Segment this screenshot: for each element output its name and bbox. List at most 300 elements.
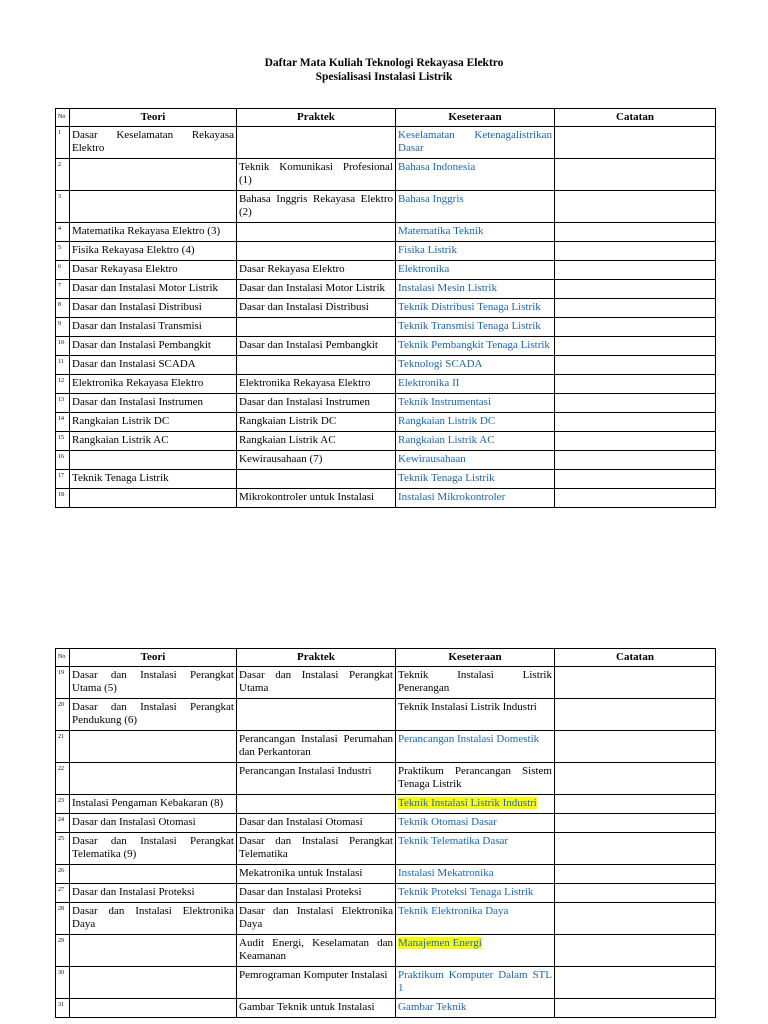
cell-teori-text: Dasar dan Instalasi Perangkat Telematika (9) xyxy=(72,835,234,860)
cell-praktek-text: Dasar dan Instalasi Proteksi xyxy=(239,886,362,898)
cell-teori-text: Dasar Keselamatan Rekayasa Elektro xyxy=(72,129,234,154)
cell-keseteraan xyxy=(396,280,555,299)
cell-praktek-text: Dasar dan Instalasi Motor Listrik xyxy=(239,282,386,294)
cell-keseteraan xyxy=(396,413,555,432)
cell-praktek-text: Mekatronika untuk Instalasi xyxy=(239,867,363,879)
row-number xyxy=(56,223,70,242)
cell-teori-text: Dasar dan Instalasi Instrumen xyxy=(72,396,204,408)
cell-keseteraan-text: Teknik Tenaga Listrik xyxy=(398,472,495,484)
header-catatan: Catatan xyxy=(555,109,716,127)
cell-praktek-text: Elektronika Rekayasa Elektro xyxy=(239,377,371,389)
cell-teori xyxy=(70,356,237,375)
cell-catatan xyxy=(555,127,716,159)
cell-praktek-text: Dasar dan Instalasi Instrumen xyxy=(239,396,371,408)
row-number-text: 18 xyxy=(58,492,64,498)
cell-teori-text: Instalasi Pengaman Kebakaran (8) xyxy=(72,797,224,809)
header-no: No xyxy=(56,109,70,127)
cell-praktek xyxy=(237,763,396,795)
cell-teori xyxy=(70,280,237,299)
cell-praktek xyxy=(237,159,396,191)
cell-teori xyxy=(70,935,237,967)
cell-praktek-text: Perancangan Instalasi Industri xyxy=(239,765,372,777)
cell-keseteraan xyxy=(396,159,555,191)
cell-catatan xyxy=(555,699,716,731)
cell-praktek xyxy=(237,223,396,242)
cell-praktek xyxy=(237,242,396,261)
row-number xyxy=(56,432,70,451)
cell-keseteraan-text: Kewirausahaan xyxy=(398,453,466,465)
table-row xyxy=(56,159,716,191)
cell-teori xyxy=(70,731,237,763)
cell-keseteraan-text: Teknik Instalasi Listrik Industri xyxy=(398,701,537,713)
table-header-row xyxy=(56,109,716,127)
table-row xyxy=(56,795,716,814)
row-number-text: 23 xyxy=(58,798,64,804)
cell-praktek xyxy=(237,903,396,935)
cell-teori-text: Dasar dan Instalasi Elektronika Daya xyxy=(72,905,234,930)
row-number xyxy=(56,159,70,191)
cell-teori xyxy=(70,884,237,903)
cell-praktek-text: Dasar dan Instalasi Elektronika Daya xyxy=(239,905,393,930)
row-number xyxy=(56,967,70,999)
cell-teori xyxy=(70,763,237,795)
cell-praktek xyxy=(237,967,396,999)
header-catatan: Catatan xyxy=(555,649,716,667)
row-number-text: 20 xyxy=(58,702,64,708)
cell-keseteraan xyxy=(396,299,555,318)
cell-praktek xyxy=(237,127,396,159)
cell-praktek xyxy=(237,432,396,451)
row-number-text: 3 xyxy=(58,194,61,200)
cell-teori-text: Rangkaian Listrik DC xyxy=(72,415,170,427)
cell-keseteraan xyxy=(396,667,555,699)
cell-teori xyxy=(70,470,237,489)
cell-praktek xyxy=(237,413,396,432)
course-table-1 xyxy=(55,108,716,508)
cell-teori xyxy=(70,413,237,432)
row-number-text: 13 xyxy=(58,397,64,403)
header-praktek: Praktek xyxy=(237,109,396,127)
cell-catatan xyxy=(555,356,716,375)
cell-praktek-text: Kewirausahaan (7) xyxy=(239,453,323,465)
cell-teori-text: Dasar Rekayasa Elektro xyxy=(72,263,178,275)
cell-keseteraan-text: Teknik Instalasi Listrik Penerangan xyxy=(398,669,552,694)
row-number xyxy=(56,763,70,795)
row-number xyxy=(56,865,70,884)
cell-teori-text: Rangkaian Listrik AC xyxy=(72,434,169,446)
table-row xyxy=(56,191,716,223)
cell-praktek-text: Dasar dan Instalasi Pembangkit xyxy=(239,339,378,351)
row-number xyxy=(56,903,70,935)
cell-teori xyxy=(70,242,237,261)
cell-teori-text: Fisika Rekayasa Elektro (4) xyxy=(72,244,195,256)
cell-teori-text: Dasar dan Instalasi Distribusi xyxy=(72,301,202,313)
cell-teori xyxy=(70,903,237,935)
cell-teori xyxy=(70,432,237,451)
cell-teori-text: Elektronika Rekayasa Elektro xyxy=(72,377,204,389)
cell-catatan xyxy=(555,731,716,763)
cell-teori-text: Dasar dan Instalasi Otomasi xyxy=(72,816,196,828)
cell-teori xyxy=(70,699,237,731)
cell-keseteraan-text: Praktikum Perancangan Sistem Tenaga Listrik xyxy=(398,765,552,790)
cell-teori xyxy=(70,191,237,223)
row-number xyxy=(56,795,70,814)
cell-praktek xyxy=(237,318,396,337)
header-no: No xyxy=(56,649,70,667)
row-number xyxy=(56,337,70,356)
cell-praktek xyxy=(237,191,396,223)
row-number xyxy=(56,127,70,159)
cell-teori-text: Dasar dan Instalasi Transmisi xyxy=(72,320,202,332)
row-number xyxy=(56,299,70,318)
header-teori: Teori xyxy=(70,109,237,127)
cell-keseteraan xyxy=(396,833,555,865)
cell-catatan xyxy=(555,667,716,699)
row-number-text: 4 xyxy=(58,226,61,232)
cell-keseteraan-text: Elektronika II xyxy=(398,377,460,389)
cell-catatan xyxy=(555,191,716,223)
row-number-text: 29 xyxy=(58,938,64,944)
cell-catatan xyxy=(555,814,716,833)
table-row xyxy=(56,935,716,967)
cell-praktek xyxy=(237,795,396,814)
cell-keseteraan-text: Keselamatan Ketenagalistrikan Dasar xyxy=(398,129,552,154)
cell-catatan xyxy=(555,280,716,299)
cell-keseteraan-text: Teknik Transmisi Tenaga Listrik xyxy=(398,320,541,332)
cell-teori-text: Dasar dan Instalasi Perangkat Utama (5) xyxy=(72,669,234,694)
row-number xyxy=(56,375,70,394)
cell-keseteraan xyxy=(396,432,555,451)
cell-keseteraan xyxy=(396,795,555,814)
cell-teori-text: Dasar dan Instalasi Motor Listrik xyxy=(72,282,219,294)
row-number-text: 2 xyxy=(58,162,61,168)
row-number-text: 12 xyxy=(58,378,64,384)
document-title xyxy=(0,56,768,84)
cell-praktek-text: Dasar Rekayasa Elektro xyxy=(239,263,345,275)
cell-keseteraan-text: Perancangan Instalasi Domestik xyxy=(398,733,540,745)
row-number xyxy=(56,356,70,375)
cell-teori xyxy=(70,337,237,356)
cell-keseteraan-text: Instalasi Mesin Listrik xyxy=(398,282,497,294)
row-number xyxy=(56,731,70,763)
cell-keseteraan-text: Teknik Pembangkit Tenaga Listrik xyxy=(398,339,550,351)
cell-keseteraan-text: Rangkaian Listrik DC xyxy=(398,415,496,427)
table-header-row xyxy=(56,649,716,667)
cell-keseteraan xyxy=(396,261,555,280)
cell-keseteraan-text: Teknik Telematika Dasar xyxy=(398,835,509,847)
row-number-text: 28 xyxy=(58,906,64,912)
row-number xyxy=(56,814,70,833)
table-row xyxy=(56,763,716,795)
title-line-2: Spesialisasi Instalasi Listrik xyxy=(315,71,453,83)
row-number xyxy=(56,667,70,699)
cell-keseteraan xyxy=(396,394,555,413)
table-row xyxy=(56,299,716,318)
cell-teori xyxy=(70,833,237,865)
row-number xyxy=(56,318,70,337)
cell-catatan xyxy=(555,413,716,432)
cell-keseteraan xyxy=(396,865,555,884)
row-number-text: 26 xyxy=(58,868,64,874)
row-number xyxy=(56,261,70,280)
cell-teori xyxy=(70,451,237,470)
row-number-text: 15 xyxy=(58,435,64,441)
cell-catatan xyxy=(555,223,716,242)
row-number-text: 9 xyxy=(58,321,61,327)
cell-keseteraan-text: Instalasi Mikrokontroler xyxy=(398,491,506,503)
header-teori: Teori xyxy=(70,649,237,667)
cell-praktek-text: Dasar dan Instalasi Perangkat Utama xyxy=(239,669,393,694)
cell-teori xyxy=(70,814,237,833)
cell-teori xyxy=(70,489,237,508)
cell-catatan xyxy=(555,261,716,280)
table-row xyxy=(56,667,716,699)
row-number-text: 14 xyxy=(58,416,64,422)
cell-praktek-text: Rangkaian Listrik DC xyxy=(239,415,337,427)
cell-praktek xyxy=(237,280,396,299)
table-row xyxy=(56,865,716,884)
cell-praktek xyxy=(237,884,396,903)
header-keseteraan: Keseteraan xyxy=(396,649,555,667)
cell-keseteraan-text: Bahasa Indonesia xyxy=(398,161,476,173)
table-row xyxy=(56,223,716,242)
cell-catatan xyxy=(555,795,716,814)
cell-keseteraan-text: Elektronika xyxy=(398,263,450,275)
title-line-1: Daftar Mata Kuliah Teknologi Rekayasa Elektro xyxy=(264,57,504,69)
cell-keseteraan xyxy=(396,699,555,731)
row-number-text: 19 xyxy=(58,670,64,676)
cell-praktek xyxy=(237,731,396,763)
table-row xyxy=(56,242,716,261)
table-row xyxy=(56,731,716,763)
cell-praktek-text: Bahasa Inggris Rekayasa Elektro (2) xyxy=(239,193,393,218)
cell-keseteraan xyxy=(396,127,555,159)
row-number xyxy=(56,280,70,299)
row-number xyxy=(56,191,70,223)
table-row xyxy=(56,375,716,394)
cell-teori-text: Dasar dan Instalasi Perangkat Pendukung (6) xyxy=(72,701,234,726)
cell-keseteraan-text: Teknik Distribusi Tenaga Listrik xyxy=(398,301,541,313)
cell-praktek xyxy=(237,833,396,865)
cell-keseteraan xyxy=(396,191,555,223)
table-row xyxy=(56,489,716,508)
row-number-text: 10 xyxy=(58,340,64,346)
cell-teori xyxy=(70,865,237,884)
cell-catatan xyxy=(555,159,716,191)
cell-catatan xyxy=(555,489,716,508)
cell-keseteraan-text: Matematika Teknik xyxy=(398,225,484,237)
cell-keseteraan xyxy=(396,318,555,337)
row-number-text: 11 xyxy=(58,359,64,365)
cell-catatan xyxy=(555,884,716,903)
row-number-text: 21 xyxy=(58,734,64,740)
row-number-text: 5 xyxy=(58,245,61,251)
table-row xyxy=(56,833,716,865)
header-praktek: Praktek xyxy=(237,649,396,667)
row-number-text: 31 xyxy=(58,1002,64,1008)
table-row xyxy=(56,903,716,935)
row-number-text: 17 xyxy=(58,473,64,479)
cell-keseteraan xyxy=(396,356,555,375)
cell-keseteraan-text: Teknik Instalasi Listrik Industri xyxy=(398,797,537,809)
cell-keseteraan-text: Teknik Instrumentasi xyxy=(398,396,492,408)
table-row xyxy=(56,337,716,356)
cell-praktek-text: Rangkaian Listrik AC xyxy=(239,434,336,446)
row-number xyxy=(56,413,70,432)
cell-keseteraan-text: Instalasi Mekatronika xyxy=(398,867,494,879)
cell-keseteraan xyxy=(396,903,555,935)
cell-keseteraan-text: Gambar Teknik xyxy=(398,1001,467,1013)
cell-keseteraan-text: Fisika Listrik xyxy=(398,244,457,256)
cell-praktek-text: Audit Energi, Keselamatan dan Keamanan xyxy=(239,937,393,962)
cell-praktek xyxy=(237,470,396,489)
table-row xyxy=(56,967,716,999)
cell-teori-text: Dasar dan Instalasi Proteksi xyxy=(72,886,195,898)
cell-praktek-text: Dasar dan Instalasi Perangkat Telematika xyxy=(239,835,393,860)
table-row xyxy=(56,413,716,432)
row-number xyxy=(56,999,70,1018)
cell-catatan xyxy=(555,999,716,1018)
cell-teori-text: Dasar dan Instalasi SCADA xyxy=(72,358,196,370)
row-number-text: 22 xyxy=(58,766,64,772)
cell-praktek xyxy=(237,935,396,967)
cell-teori xyxy=(70,261,237,280)
cell-keseteraan xyxy=(396,242,555,261)
cell-praktek xyxy=(237,667,396,699)
table-row xyxy=(56,814,716,833)
cell-keseteraan xyxy=(396,489,555,508)
row-number xyxy=(56,242,70,261)
header-keseteraan: Keseteraan xyxy=(396,109,555,127)
cell-catatan xyxy=(555,318,716,337)
row-number-text: 6 xyxy=(58,264,61,270)
cell-teori-text: Teknik Tenaga Listrik xyxy=(72,472,169,484)
cell-keseteraan xyxy=(396,999,555,1018)
row-number-text: 1 xyxy=(58,130,61,136)
cell-keseteraan xyxy=(396,763,555,795)
cell-catatan xyxy=(555,470,716,489)
cell-praktek-text: Pemrograman Komputer Instalasi xyxy=(239,969,388,981)
row-number-text: 16 xyxy=(58,454,64,460)
cell-praktek xyxy=(237,999,396,1018)
cell-catatan xyxy=(555,299,716,318)
cell-keseteraan xyxy=(396,731,555,763)
cell-teori xyxy=(70,299,237,318)
cell-praktek xyxy=(237,261,396,280)
row-number-text: 7 xyxy=(58,283,61,289)
cell-teori xyxy=(70,967,237,999)
row-number xyxy=(56,470,70,489)
cell-catatan xyxy=(555,967,716,999)
cell-keseteraan xyxy=(396,935,555,967)
course-table-2 xyxy=(55,648,716,1018)
table-row xyxy=(56,699,716,731)
cell-catatan xyxy=(555,337,716,356)
row-number-text: 8 xyxy=(58,302,61,308)
cell-keseteraan-text: Teknik Elektronika Daya xyxy=(398,905,509,917)
table-row xyxy=(56,432,716,451)
cell-praktek-text: Gambar Teknik untuk Instalasi xyxy=(239,1001,375,1013)
cell-teori xyxy=(70,375,237,394)
table-row xyxy=(56,451,716,470)
table-row xyxy=(56,261,716,280)
cell-catatan xyxy=(555,763,716,795)
row-number-text: 24 xyxy=(58,817,64,823)
cell-teori xyxy=(70,223,237,242)
cell-praktek-text: Dasar dan Instalasi Otomasi xyxy=(239,816,363,828)
table-row xyxy=(56,127,716,159)
cell-catatan xyxy=(555,242,716,261)
cell-catatan xyxy=(555,394,716,413)
cell-keseteraan-text: Teknologi SCADA xyxy=(398,358,483,370)
cell-praktek xyxy=(237,375,396,394)
cell-praktek xyxy=(237,451,396,470)
cell-catatan xyxy=(555,432,716,451)
row-number-text: 27 xyxy=(58,887,64,893)
cell-praktek xyxy=(237,356,396,375)
row-number xyxy=(56,884,70,903)
table-row xyxy=(56,356,716,375)
cell-keseteraan-text: Teknik Otomasi Dasar xyxy=(398,816,497,828)
row-number xyxy=(56,699,70,731)
row-number xyxy=(56,394,70,413)
cell-keseteraan xyxy=(396,470,555,489)
cell-teori-text: Dasar dan Instalasi Pembangkit xyxy=(72,339,211,351)
cell-praktek xyxy=(237,337,396,356)
cell-catatan xyxy=(555,375,716,394)
cell-praktek-text: Perancangan Instalasi Perumahan dan Perkantoran xyxy=(239,733,393,758)
cell-praktek xyxy=(237,299,396,318)
table-row xyxy=(56,280,716,299)
cell-keseteraan-text: Praktikum Komputer Dalam STL 1 xyxy=(398,969,552,994)
cell-catatan xyxy=(555,451,716,470)
row-number xyxy=(56,833,70,865)
cell-catatan xyxy=(555,865,716,884)
cell-keseteraan xyxy=(396,223,555,242)
cell-keseteraan xyxy=(396,375,555,394)
cell-teori xyxy=(70,318,237,337)
cell-catatan xyxy=(555,833,716,865)
cell-praktek xyxy=(237,489,396,508)
cell-teori xyxy=(70,667,237,699)
row-number xyxy=(56,451,70,470)
table-row xyxy=(56,318,716,337)
cell-praktek xyxy=(237,814,396,833)
cell-praktek-text: Teknik Komunikasi Profesional (1) xyxy=(239,161,393,186)
table-row xyxy=(56,884,716,903)
cell-keseteraan xyxy=(396,814,555,833)
cell-praktek-text: Mikrokontroler untuk Instalasi xyxy=(239,491,375,503)
cell-teori xyxy=(70,127,237,159)
cell-teori xyxy=(70,159,237,191)
cell-catatan xyxy=(555,935,716,967)
cell-teori xyxy=(70,394,237,413)
row-number xyxy=(56,935,70,967)
cell-keseteraan-text: Manajemen Energi xyxy=(398,937,482,949)
table-row xyxy=(56,999,716,1018)
cell-keseteraan xyxy=(396,884,555,903)
cell-catatan xyxy=(555,903,716,935)
table-row xyxy=(56,394,716,413)
cell-praktek xyxy=(237,699,396,731)
cell-teori xyxy=(70,999,237,1018)
cell-keseteraan-text: Rangkaian Listrik AC xyxy=(398,434,495,446)
cell-teori-text: Matematika Rekayasa Elektro (3) xyxy=(72,225,221,237)
cell-keseteraan xyxy=(396,967,555,999)
cell-praktek-text: Dasar dan Instalasi Distribusi xyxy=(239,301,369,313)
cell-keseteraan-text: Bahasa Inggris xyxy=(398,193,464,205)
cell-praktek xyxy=(237,865,396,884)
